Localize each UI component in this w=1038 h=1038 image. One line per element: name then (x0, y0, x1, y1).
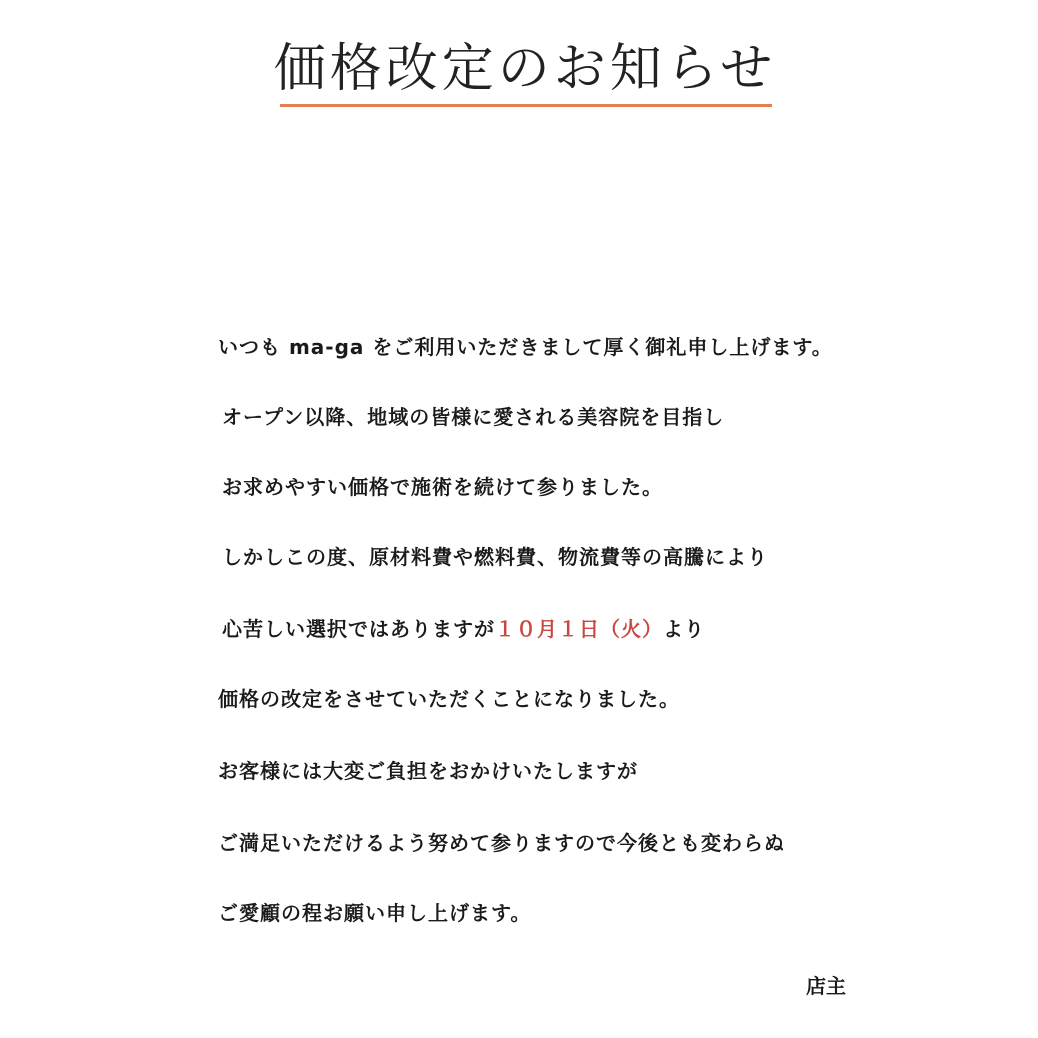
body-line-9: ご愛顧の程お願い申し上げます。 (218, 901, 532, 925)
date-line-before: 心苦しい選択ではありますが (222, 617, 495, 641)
body-line-3: お求めやすい価格で施術を続けて参りました。 (222, 475, 663, 499)
body-line-date (222, 615, 705, 643)
body-line-4: しかしこの度、原材料費や燃料費、物流費等の高騰により (222, 545, 768, 569)
date-line-after: より (663, 617, 705, 641)
body-line-8: ご満足いただけるよう努めて参りますので今後とも変わらぬ (218, 831, 785, 855)
signature: 店主 (806, 974, 846, 998)
body-line-6: 価格の改定をさせていただくことになりました。 (218, 687, 680, 711)
revision-date: １０月１日（火） (495, 617, 663, 641)
notice-title: 価格改定のお知らせ (273, 39, 777, 99)
body-line-7: お客様には大変ご負担をおかけいたしますが (218, 759, 638, 783)
body-line-1: いつも ma-ga をご利用いただきまして厚く御礼申し上げます。 (218, 335, 833, 359)
body-line-2: オープン以降、地域の皆様に愛される美容院を目指し (222, 405, 725, 429)
title-underline (280, 104, 772, 107)
